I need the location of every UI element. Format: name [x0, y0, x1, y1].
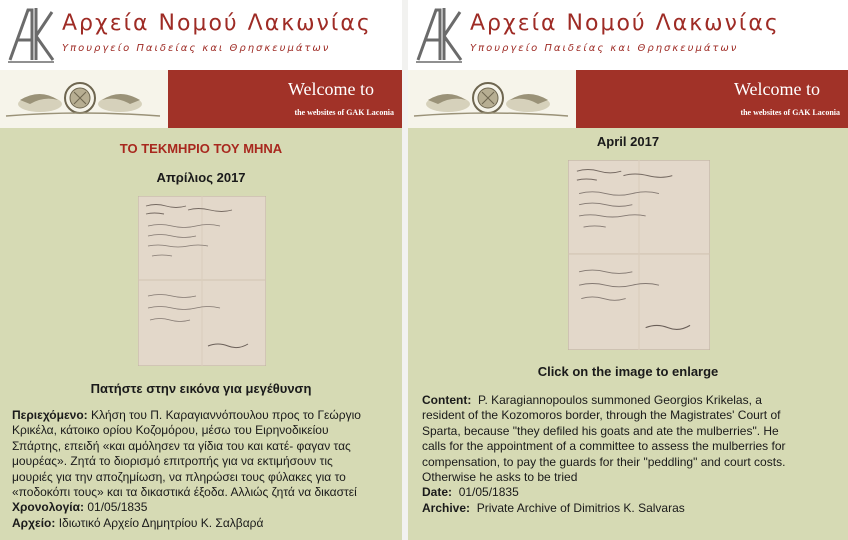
banner-red-area: [168, 70, 402, 128]
month-heading: April 2017: [596, 134, 660, 149]
content-label: Περιεχόμενο:: [12, 408, 88, 422]
welcome-banner: [0, 70, 402, 128]
content-line-0: Content: P. Karagiannopoulos summoned Georgios Krikelas, a: [422, 393, 762, 407]
site-title: Αρχεία Νομού Λακωνίας: [62, 11, 372, 36]
archive-label: Αρχείο:: [12, 515, 56, 530]
welcome-banner: [408, 70, 848, 128]
birds-emblem-icon: [408, 70, 576, 128]
date-label: Date:: [422, 485, 453, 500]
month-heading: Απρίλιος 2017: [156, 170, 246, 185]
content-line-1: Κρικέλα, κάτοικο ορίου Κοζομόρου, μέσω του Ειρηνοδικείου: [12, 423, 329, 438]
content-line-3: calls for the appointment of a committee to assess the mulberries for: [422, 439, 786, 454]
welcome-subtitle: the websites of GAK Laconia: [294, 108, 394, 117]
gak-monogram-icon[interactable]: [6, 4, 56, 64]
date-row: [422, 485, 846, 500]
archive-row: [12, 516, 400, 531]
site-subtitle: Υπουργείο Παιδείας και Θρησκευμάτων: [470, 43, 739, 54]
archive-value: Ιδιωτικό Αρχείο Δημητρίου Κ. Σαλβαρά: [58, 515, 264, 530]
enlarge-instruction: Click on the image to enlarge: [537, 364, 719, 379]
enlarge-instruction: Πατήστε στην εικόνα για μεγέθυνση: [90, 381, 312, 396]
greek-page: [0, 0, 402, 540]
archive-label: Archive:: [422, 500, 471, 515]
date-label: Χρονολογία:: [12, 500, 84, 515]
site-header: [0, 0, 402, 70]
gak-monogram-icon[interactable]: [414, 4, 464, 64]
birds-emblem-icon: [0, 70, 168, 128]
banner-emblem-area: [0, 70, 168, 128]
welcome-heading: Welcome to: [287, 79, 374, 99]
archive-row: [422, 501, 846, 516]
welcome-heading: Welcome to: [733, 79, 820, 99]
content-line-2: Σπάρτης, επειδή «και αμόλησεν τα γίδια του και κατέ- φαγαν τας: [12, 438, 351, 453]
welcome-subtitle: the websites of GAK Laconia: [740, 108, 840, 117]
manuscript-document-icon[interactable]: [138, 196, 266, 366]
date-value: 01/05/1835: [87, 500, 148, 515]
content-line-3: μουρέας». Ζητά το διορισμό επιτροπής για να εκτιμήσουν τις: [12, 454, 333, 469]
site-subtitle: Υπουργείο Παιδείας και Θρησκευμάτων: [62, 43, 331, 54]
content-line-0: Περιεχόμενο: Κλήση του Π. Καραγιαννόπουλου προς το Γεώργιο: [12, 408, 361, 422]
english-page: [408, 0, 848, 540]
banner-emblem-area: [408, 70, 576, 128]
date-row: [12, 500, 400, 515]
site-title: Αρχεία Νομού Λακωνίας: [470, 11, 780, 36]
manuscript-document-icon[interactable]: [568, 160, 710, 350]
banner-red-area: [576, 70, 848, 128]
content-line-4: compensation, to pay the guards for their "peddling" and court costs.: [422, 454, 786, 469]
content-label: Content:: [422, 393, 472, 407]
document-info: [12, 408, 400, 531]
content-line-5: «ποδοκόπι τους» και τα δικαστικά έξοδα. Αλλιώς ζητά να δικαστεί: [12, 485, 357, 500]
archive-value: Private Archive of Dimitrios K. Salvaras: [476, 500, 685, 515]
document-of-month-title: ΤΟ ΤΕΚΜΗΡΙΟ ΤΟΥ ΜΗΝΑ: [119, 141, 283, 156]
site-header: [408, 0, 848, 70]
content-line-4: μουριές για την αποζημίωση, να πληρώσει τους φύλακες για το: [12, 469, 346, 484]
content-line-5: Otherwise he asks to be tried: [422, 470, 578, 485]
document-info: [422, 393, 846, 516]
content-line-2: Sparta, because "they defiled his goats and ate the mulberries". He: [422, 423, 779, 438]
date-value: 01/05/1835: [458, 485, 519, 500]
content-line-1: resident of the Kozomoros border, through the Magistrates' Court of: [422, 408, 781, 423]
